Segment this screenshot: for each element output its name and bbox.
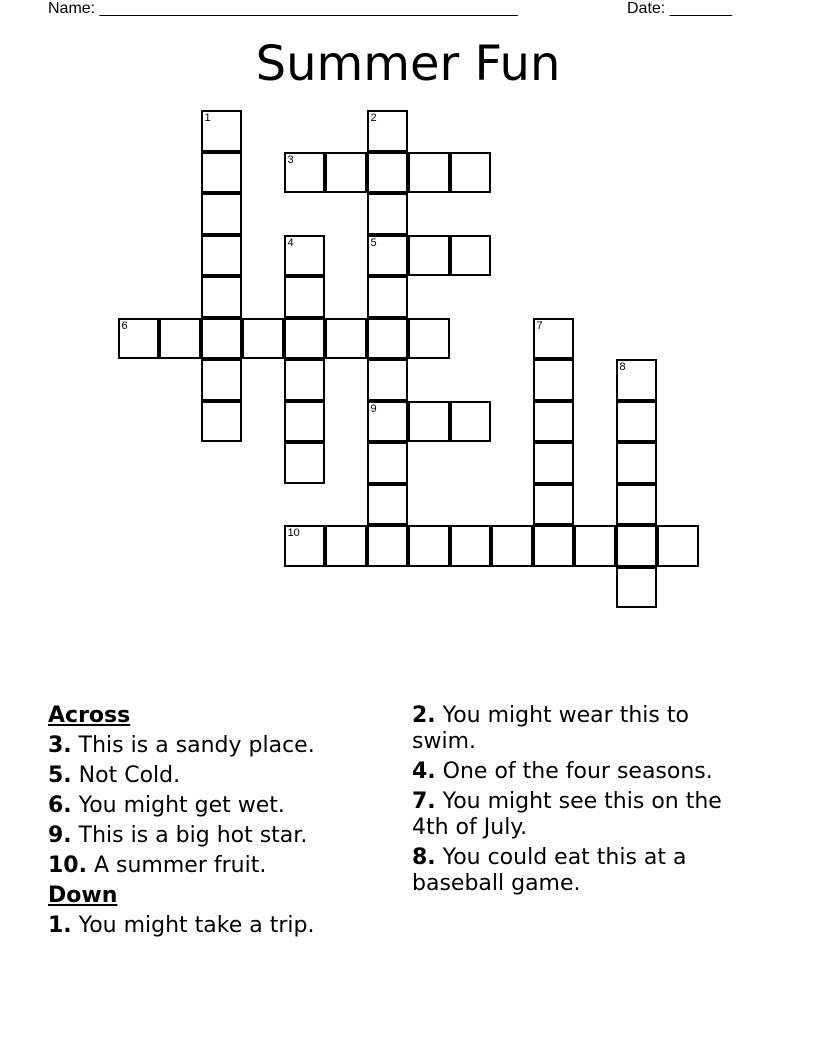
- grid-cell[interactable]: [284, 359, 326, 401]
- clue-number: 1.: [48, 913, 72, 938]
- grid-cell[interactable]: [491, 525, 533, 567]
- clue-number: 5.: [48, 763, 72, 788]
- grid-cell[interactable]: [616, 567, 658, 609]
- grid-cell[interactable]: [533, 359, 575, 401]
- grid-cell[interactable]: [201, 318, 243, 360]
- grid-cell[interactable]: [201, 276, 243, 318]
- across-heading: Across: [48, 703, 131, 728]
- clue-number-label: 7: [536, 319, 543, 332]
- grid-cell[interactable]: [367, 525, 409, 567]
- grid-cell[interactable]: [616, 401, 658, 443]
- grid-cell[interactable]: [367, 359, 409, 401]
- grid-cell[interactable]: [450, 401, 492, 443]
- clue-number-label: 8: [619, 361, 626, 373]
- clue-number-label: 5: [370, 236, 377, 249]
- clue-text: You might take a trip.: [78, 913, 315, 938]
- clue-number: 8.: [412, 845, 436, 870]
- grid-cell[interactable]: [367, 401, 409, 443]
- grid-cell[interactable]: [408, 401, 450, 443]
- grid-cell[interactable]: [284, 442, 326, 484]
- clue-number-label: 3: [287, 153, 294, 166]
- date-line[interactable]: Date: _______: [627, 0, 732, 17]
- grid-cell[interactable]: [325, 318, 367, 360]
- grid-cell[interactable]: [367, 235, 409, 277]
- clue-number: 6.: [48, 793, 72, 818]
- clue-text: One of the four seasons.: [442, 759, 713, 784]
- grid-cell[interactable]: [408, 235, 450, 277]
- grid-cell[interactable]: [616, 359, 658, 401]
- grid-cell[interactable]: [325, 152, 367, 194]
- grid-cell[interactable]: [284, 525, 326, 567]
- clues-right-column: [412, 703, 742, 901]
- clue-across-5: [48, 763, 388, 789]
- clue-number: 7.: [412, 789, 436, 814]
- clue-number: 9.: [48, 823, 72, 848]
- grid-cell[interactable]: [533, 442, 575, 484]
- clue-down-1: [48, 913, 388, 939]
- clue-number: 3.: [48, 733, 72, 758]
- grid-cell[interactable]: [574, 525, 616, 567]
- clue-down-8: [412, 845, 742, 897]
- clue-text: You might see this on the 4th of July.: [412, 789, 722, 840]
- clue-across-6: [48, 793, 388, 819]
- grid-cell[interactable]: [367, 193, 409, 235]
- clue-number: 2.: [412, 703, 436, 728]
- clue-down-7: [412, 789, 742, 841]
- clue-across-3: [48, 733, 388, 759]
- clue-number-label: 2: [370, 112, 377, 124]
- grid-cell[interactable]: [450, 525, 492, 567]
- grid-cell[interactable]: [367, 110, 409, 152]
- grid-cell[interactable]: [616, 442, 658, 484]
- clue-number-label: 1: [204, 112, 211, 124]
- grid-cell[interactable]: [201, 193, 243, 235]
- grid-cell[interactable]: [367, 152, 409, 194]
- grid-cell[interactable]: [408, 152, 450, 194]
- clue-text: You might wear this to swim.: [412, 703, 689, 754]
- grid-cell[interactable]: [533, 525, 575, 567]
- clue-text: You might get wet.: [78, 793, 285, 818]
- page-title: Summer Fun: [255, 36, 561, 92]
- clue-number-label: 6: [121, 319, 128, 332]
- grid-cell[interactable]: [201, 401, 243, 443]
- grid-cell[interactable]: [159, 318, 201, 360]
- grid-cell[interactable]: [284, 318, 326, 360]
- clue-text: A summer fruit.: [93, 853, 267, 878]
- clue-number-label: 10: [287, 527, 300, 539]
- grid-cell[interactable]: [616, 525, 658, 567]
- grid-cell[interactable]: [367, 318, 409, 360]
- grid-cell[interactable]: [284, 235, 326, 277]
- grid-cell[interactable]: [408, 318, 450, 360]
- clue-across-9: [48, 823, 388, 849]
- clue-number: 10.: [48, 853, 87, 878]
- clue-number-label: 4: [287, 236, 294, 249]
- clue-text: You could eat this at a baseball game.: [412, 845, 687, 896]
- grid-cell[interactable]: [616, 484, 658, 526]
- grid-cell[interactable]: [118, 318, 160, 360]
- grid-cell[interactable]: [367, 484, 409, 526]
- clue-down-2: [412, 703, 742, 755]
- clue-number: 4.: [412, 759, 436, 784]
- grid-cell[interactable]: [367, 276, 409, 318]
- clue-down-4: [412, 759, 742, 785]
- clues-left-column: [48, 703, 388, 943]
- grid-cell[interactable]: [408, 525, 450, 567]
- grid-cell[interactable]: [284, 152, 326, 194]
- grid-cell[interactable]: [450, 235, 492, 277]
- grid-cell[interactable]: [533, 401, 575, 443]
- grid-cell[interactable]: [450, 152, 492, 194]
- grid-cell[interactable]: [201, 359, 243, 401]
- clue-text: Not Cold.: [78, 763, 181, 788]
- clue-across-10: [48, 853, 388, 879]
- grid-cell[interactable]: [325, 525, 367, 567]
- grid-cell[interactable]: [533, 318, 575, 360]
- grid-cell[interactable]: [201, 152, 243, 194]
- clue-text: This is a sandy place.: [78, 733, 315, 758]
- clue-number-label: 9: [370, 402, 377, 415]
- grid-cell[interactable]: [242, 318, 284, 360]
- grid-cell[interactable]: [284, 401, 326, 443]
- name-line[interactable]: Name: _______________________________________________: [48, 0, 518, 17]
- grid-cell[interactable]: [533, 484, 575, 526]
- grid-cell[interactable]: [367, 442, 409, 484]
- grid-cell[interactable]: [284, 276, 326, 318]
- grid-cell[interactable]: [201, 235, 243, 277]
- grid-cell[interactable]: [201, 110, 243, 152]
- clue-text: This is a big hot star.: [78, 823, 308, 848]
- grid-cell[interactable]: [657, 525, 699, 567]
- down-heading: Down: [48, 883, 118, 908]
